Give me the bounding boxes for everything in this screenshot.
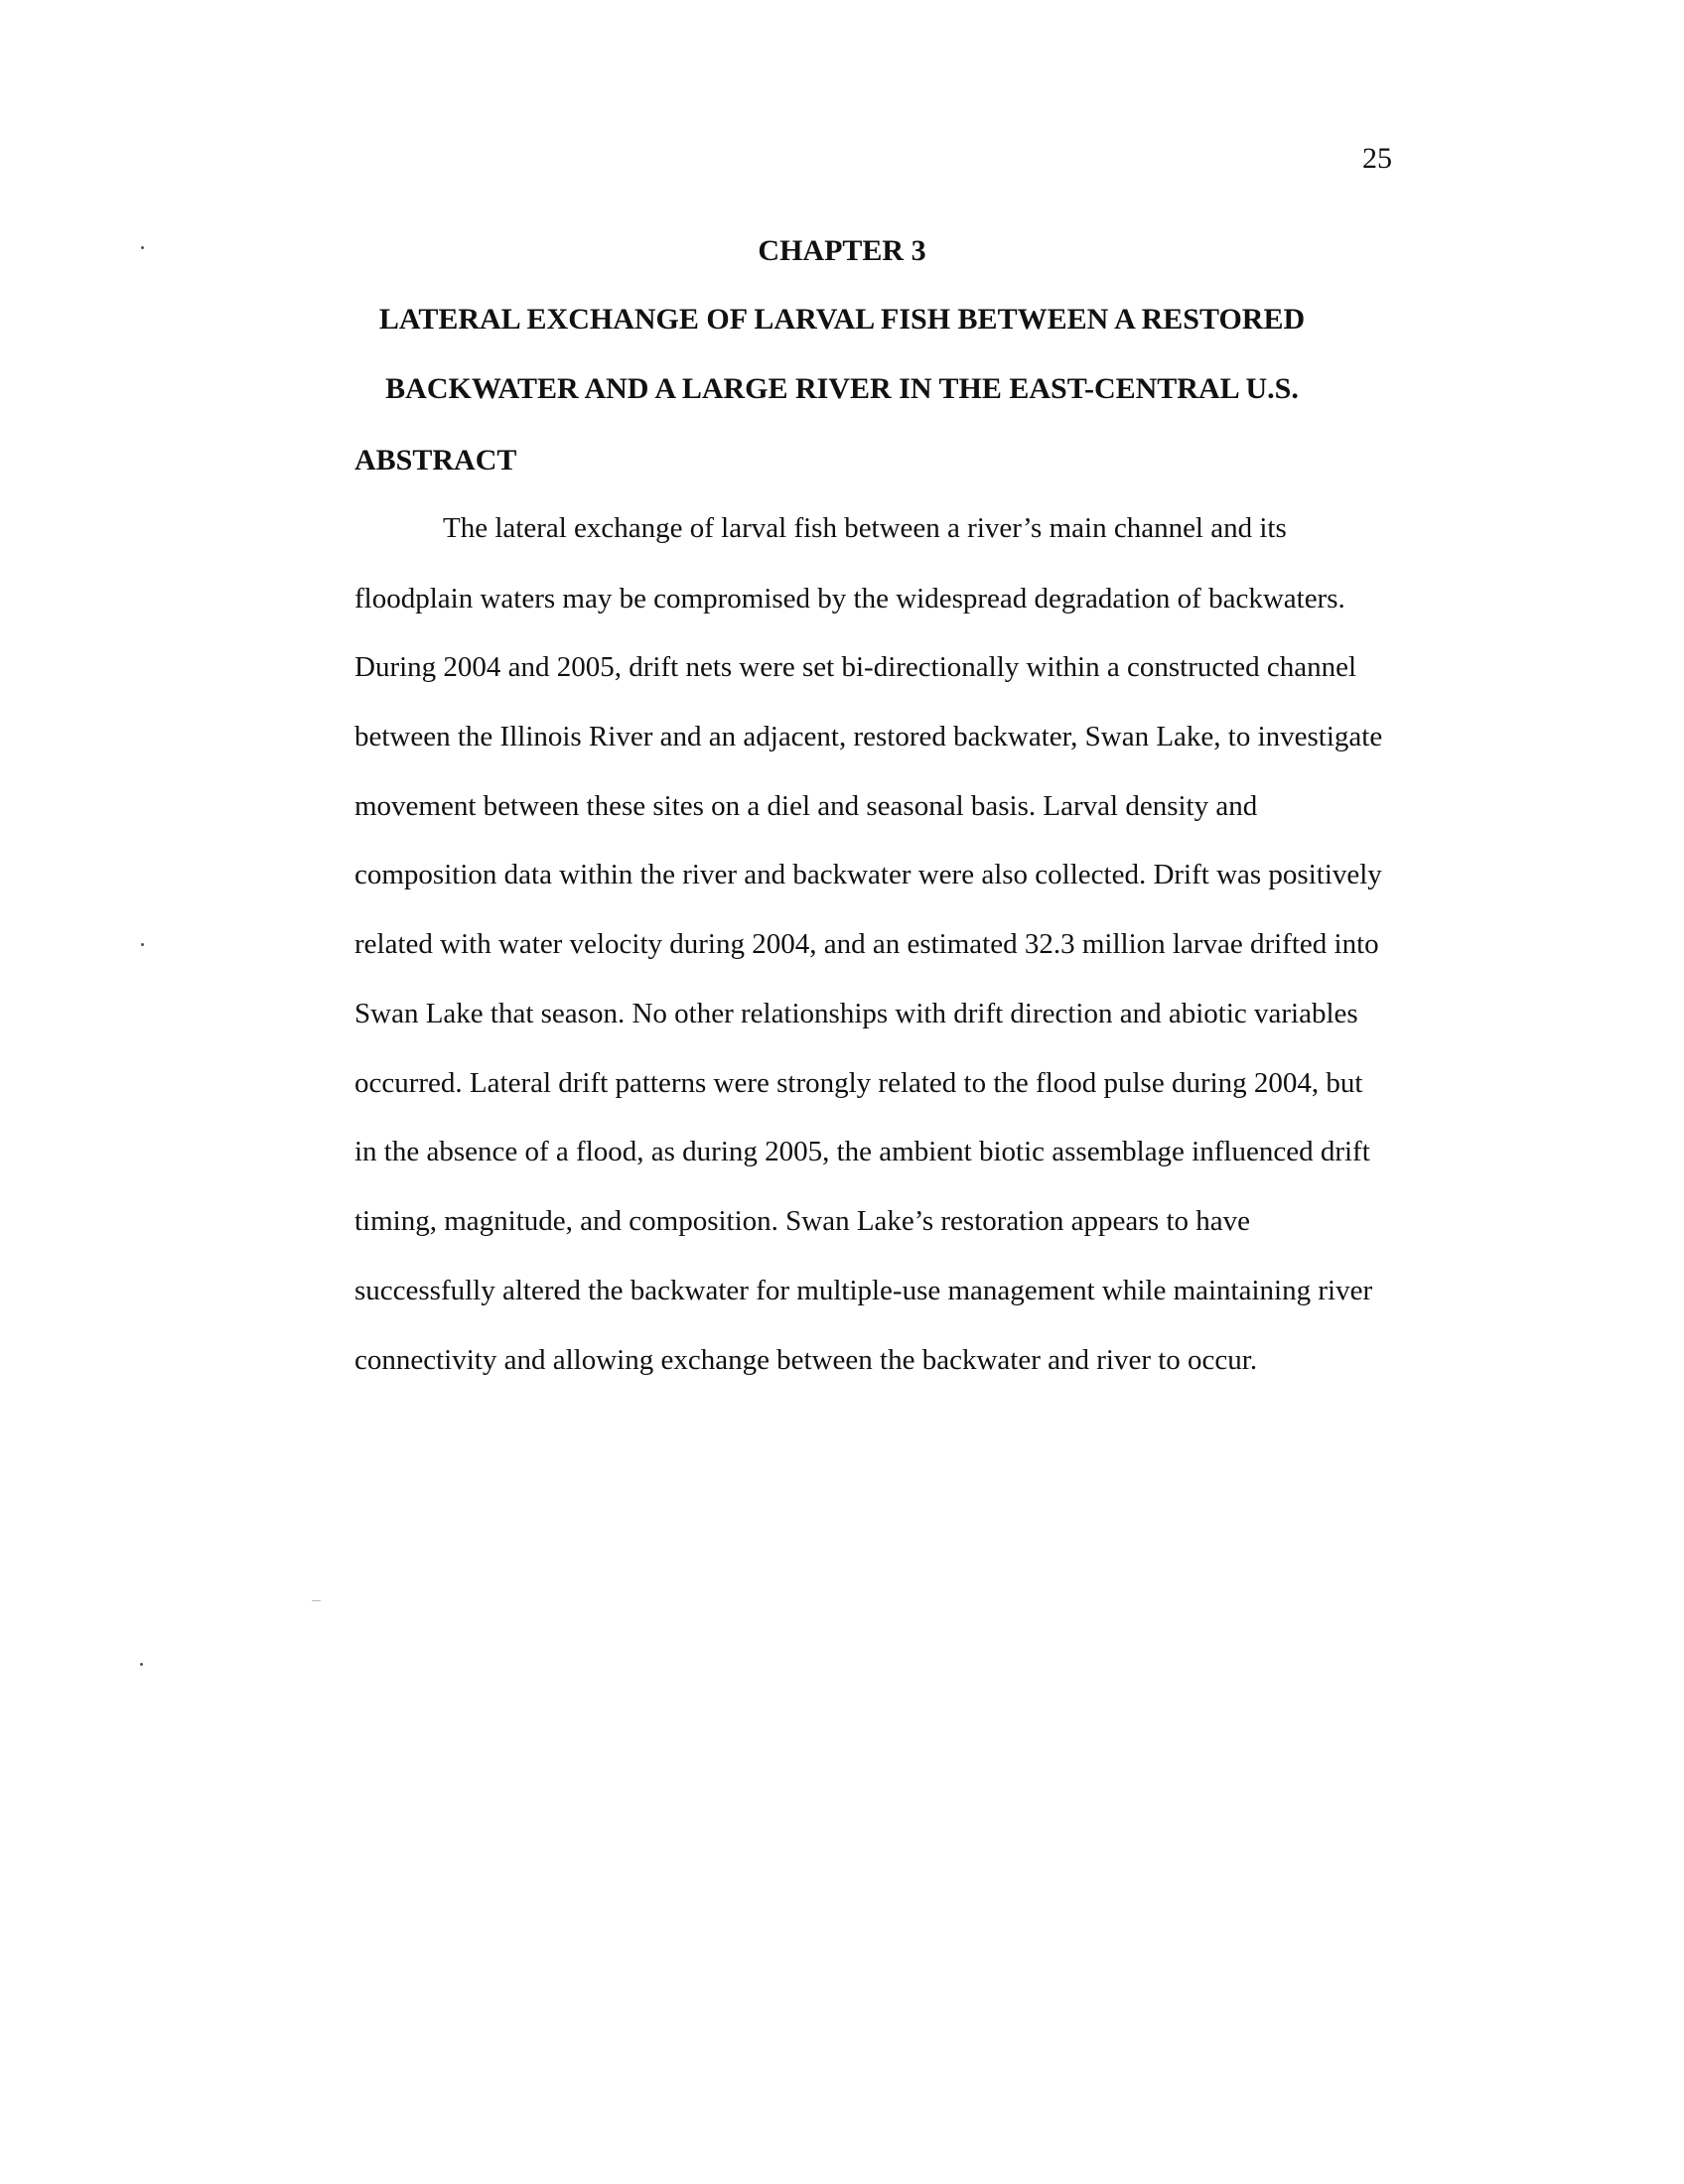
scan-speck [312, 1600, 321, 1601]
scan-speck [141, 246, 144, 249]
abstract-line: floodplain waters may be compromised by the widespread degradation of backwaters. [354, 583, 1345, 614]
abstract-line: The lateral exchange of larval fish between a river’s main channel and its [443, 512, 1287, 544]
abstract-heading: ABSTRACT [354, 444, 517, 477]
abstract-line: movement between these sites on a diel and seasonal basis. Larval density and [354, 790, 1258, 822]
abstract-line: in the absence of a flood, as during 2005, the ambient biotic assemblage influenced drift [354, 1136, 1370, 1167]
chapter-title-line: LATERAL EXCHANGE OF LARVAL FISH BETWEEN A RESTORED [378, 303, 1306, 336]
chapter-heading: CHAPTER 3 [758, 234, 926, 267]
abstract-line: Swan Lake that season. No other relationships with drift direction and abiotic variables [354, 998, 1358, 1029]
abstract-line: successfully altered the backwater for multiple-use management while maintaining river [354, 1275, 1373, 1306]
abstract-line: composition data within the river and backwater were also collected. Drift was positively [354, 859, 1382, 890]
abstract-line: timing, magnitude, and composition. Swan Lake’s restoration appears to have [354, 1205, 1251, 1237]
chapter-title-line: BACKWATER AND A LARGE RIVER IN THE EAST-CENTRAL U.S. [385, 372, 1299, 405]
abstract-line: connectivity and allowing exchange between the backwater and river to occur. [354, 1344, 1258, 1376]
scan-speck [141, 943, 144, 946]
abstract-line: related with water velocity during 2004, and an estimated 32.3 million larvae drifted into [354, 928, 1379, 960]
page-number: 25 [1362, 142, 1392, 175]
abstract-line: between the Illinois River and an adjacent, restored backwater, Swan Lake, to investigate [354, 721, 1383, 752]
abstract-line: occurred. Lateral drift patterns were strongly related to the flood pulse during 2004, but [354, 1067, 1363, 1099]
abstract-line: During 2004 and 2005, drift nets were set bi-directionally within a constructed channel [354, 651, 1357, 683]
scan-speck [140, 1663, 143, 1666]
